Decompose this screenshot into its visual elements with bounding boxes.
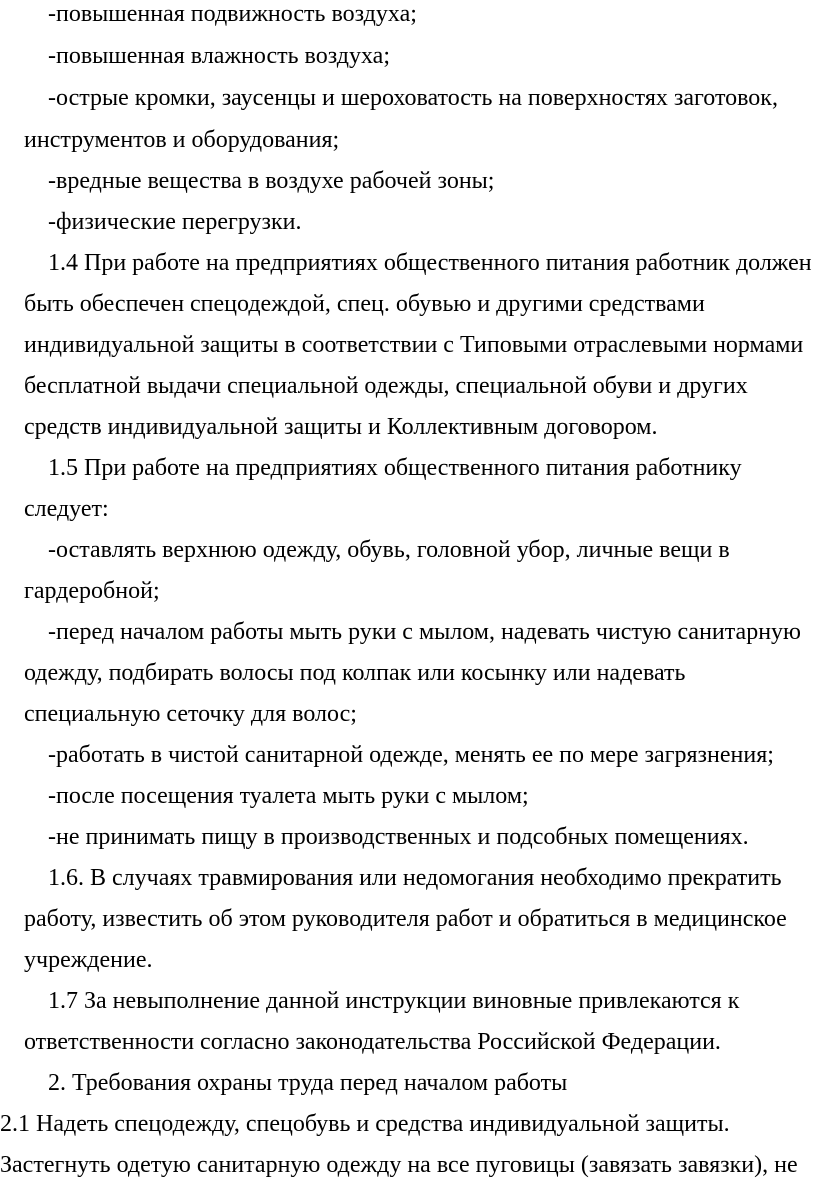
text-line: одежду, подбирать волосы под колпак или косынку или надевать xyxy=(24,660,686,686)
text-line: индивидуальной защиты в соответствии с Типовыми отраслевыми нормами xyxy=(24,332,804,358)
text-line: 1.6. В случаях травмирования или недомогания необходимо прекратить xyxy=(48,865,782,891)
text-line: -повышенная влажность воздуха; xyxy=(48,43,390,69)
text-line: специальную сеточку для волос; xyxy=(24,701,357,727)
text-line: гардеробной; xyxy=(24,578,160,604)
text-line: -оставлять верхнюю одежду, обувь, головной убор, личные вещи в xyxy=(48,537,730,563)
text-line: учреждение. xyxy=(24,947,153,973)
text-line: -не принимать пищу в производственных и подсобных помещениях. xyxy=(48,824,749,850)
text-line: 2.1 Надеть спецодежду, спецобувь и средства индивидуальной защиты. xyxy=(0,1111,730,1137)
text-line: -работать в чистой санитарной одежде, менять ее по мере загрязнения; xyxy=(48,742,774,768)
text-line: Застегнуть одетую санитарную одежду на все пуговицы (завязать завязки), не xyxy=(0,1152,798,1178)
text-line: 1.7 За невыполнение данной инструкции виновные привлекаются к xyxy=(48,988,740,1014)
text-line: инструментов и оборудования; xyxy=(24,127,340,153)
text-line: следует: xyxy=(24,496,109,522)
text-line: -повышенная подвижность воздуха; xyxy=(48,1,417,27)
text-line: -острые кромки, заусенцы и шероховатость на поверхностях заготовок, xyxy=(48,85,778,111)
text-line: 1.4 При работе на предприятиях общественного питания работник должен xyxy=(48,250,812,276)
text-line: быть обеспечен спецодеждой, спец. обувью и другими средствами xyxy=(24,291,705,317)
text-line: средств индивидуальной защиты и Коллективным договором. xyxy=(24,414,658,440)
text-line: -физические перегрузки. xyxy=(48,209,302,235)
section-heading: 2. Требования охраны труда перед началом работы xyxy=(48,1070,568,1096)
text-line: -после посещения туалета мыть руки с мылом; xyxy=(48,783,529,809)
text-line: бесплатной выдачи специальной одежды, специальной обуви и других xyxy=(24,373,748,399)
text-line: -перед началом работы мыть руки с мылом, надевать чистую санитарную xyxy=(48,619,801,645)
text-line: -вредные вещества в воздухе рабочей зоны; xyxy=(48,168,495,194)
text-line: ответственности согласно законодательства Российской Федерации. xyxy=(24,1029,721,1055)
text-line: 1.5 При работе на предприятиях общественного питания работнику xyxy=(48,455,742,481)
text-line: работу, известить об этом руководителя работ и обратиться в медицинское xyxy=(24,906,787,932)
